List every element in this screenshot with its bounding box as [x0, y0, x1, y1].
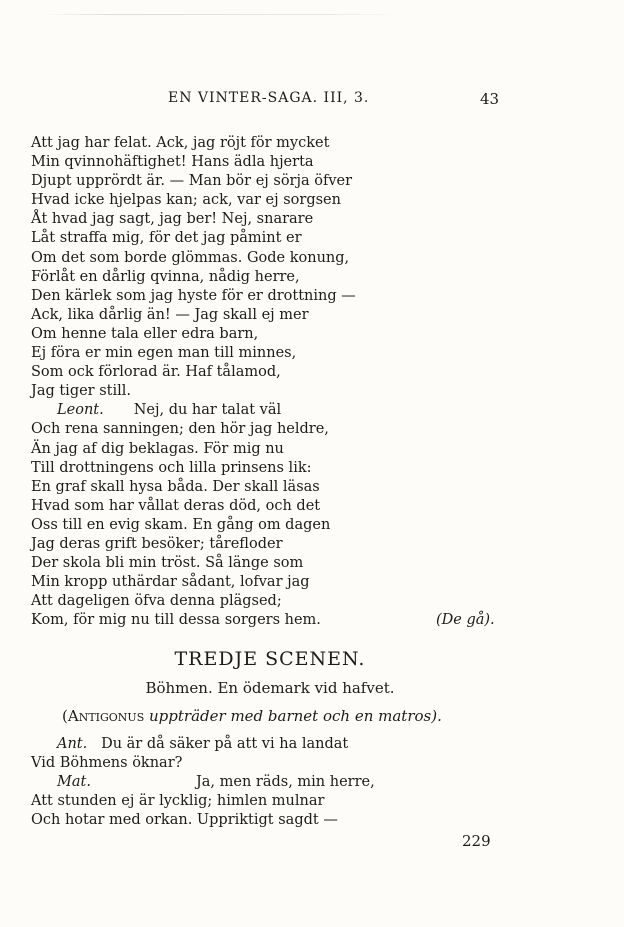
verse-line: Djupt upprördt är. — Man bör ej sörja öfver: [31, 173, 353, 190]
verse-line: Om det som borde glömmas. Gode konung,: [31, 249, 350, 266]
dialogue-text: Ja, men räds, min herre,: [195, 774, 375, 791]
running-title: EN VINTER-SAGA. III, 3.: [168, 90, 370, 106]
scene-title: TREDJE SCENEN.: [174, 648, 366, 670]
scene-setting: Böhmen. En ödemark vid hafvet.: [145, 679, 395, 697]
verse-line-text: Kom, för mig nu till dessa sorgers hem.: [31, 612, 321, 629]
verse-line: Att jag har felat. Ack, jag röjt för mycket: [31, 135, 330, 151]
verse-line: En graf skall hysa båda. Der skall läsas: [31, 478, 320, 495]
speaker-name: Leont.: [57, 402, 104, 419]
dialogue-line: [31, 792, 511, 811]
printer-signature: 229: [462, 832, 491, 850]
dialogue-text: Att stunden ej är lycklig; himlen mulnar: [31, 793, 325, 810]
verse-line: Och rena sanningen; den hör jag heldre,: [31, 421, 329, 438]
character-name: Antigonus: [67, 707, 145, 725]
speaker-name: Mat.: [57, 774, 91, 791]
verse-line: Ack, lika dårlig än! — Jag skall ej mer: [31, 306, 309, 323]
verse-line: Hvad som har vållat deras död, och det: [31, 497, 321, 514]
speaker-line: [31, 401, 511, 420]
verse-line-final: [31, 611, 511, 630]
top-edge-artifact: [40, 14, 400, 15]
verse-line: Till drottningens och lilla prinsens lik:: [31, 459, 312, 476]
verse-line: Min qvinnohäftighet! Hans ädla hjerta: [31, 154, 314, 171]
direction-text: uppträder med barnet och en matros).: [144, 707, 442, 725]
verse-block: [31, 134, 511, 630]
verse-line: Den kärlek som jag hyste för er drottning —: [31, 287, 356, 304]
verse-line: Låt straffa mig, för det jag påmint er: [31, 230, 302, 247]
verse-line: Jag deras grift besöker; tårefloder: [31, 535, 283, 552]
speech-first-line: Nej, du har talat väl: [133, 402, 282, 419]
verse-line: Om henne tala eller edra barn,: [31, 325, 259, 342]
speaker-name: Ant.: [57, 736, 88, 752]
direction-open: (: [62, 707, 68, 725]
verse-line: Oss till en evig skam. En gång om dagen: [31, 516, 331, 533]
dialogue-text: Vid Böhmens öknar?: [31, 755, 183, 772]
dialogue-text: Du är då säker på att vi ha landat: [101, 736, 349, 752]
stage-direction: [62, 707, 442, 725]
verse-line: Förlåt en dårlig qvinna, nådig herre,: [31, 268, 300, 285]
verse-line: Min kropp uthärdar sådant, lofvar jag: [31, 574, 310, 591]
verse-line: Jag tiger still.: [31, 383, 132, 400]
page-number: 43: [480, 90, 500, 108]
verse-line: Ej föra er min egen man till minnes,: [31, 345, 297, 362]
verse-line: Åt hvad jag sagt, jag ber! Nej, snarare: [31, 211, 314, 228]
dialogue-block: [31, 735, 511, 830]
verse-line: Än jag af dig beklagas. För mig nu: [31, 440, 284, 457]
verse-line: Hvad icke hjelpas kan; ack, var ej sorgsen: [31, 192, 341, 209]
verse-line: Der skola bli min tröst. Så länge som: [31, 555, 304, 572]
dialogue-line: [31, 754, 511, 773]
exit-direction: (De gå).: [436, 612, 495, 629]
page-header: [0, 90, 624, 110]
dialogue-line: [31, 811, 511, 830]
dialogue-line: [31, 735, 511, 754]
verse-line: Att dageligen öfva denna plägsed;: [31, 593, 282, 610]
dialogue-line: [31, 773, 511, 792]
verse-line: Som ock förlorad är. Haf tålamod,: [31, 364, 281, 381]
dialogue-text: Och hotar med orkan. Uppriktigt sagdt —: [31, 812, 338, 829]
